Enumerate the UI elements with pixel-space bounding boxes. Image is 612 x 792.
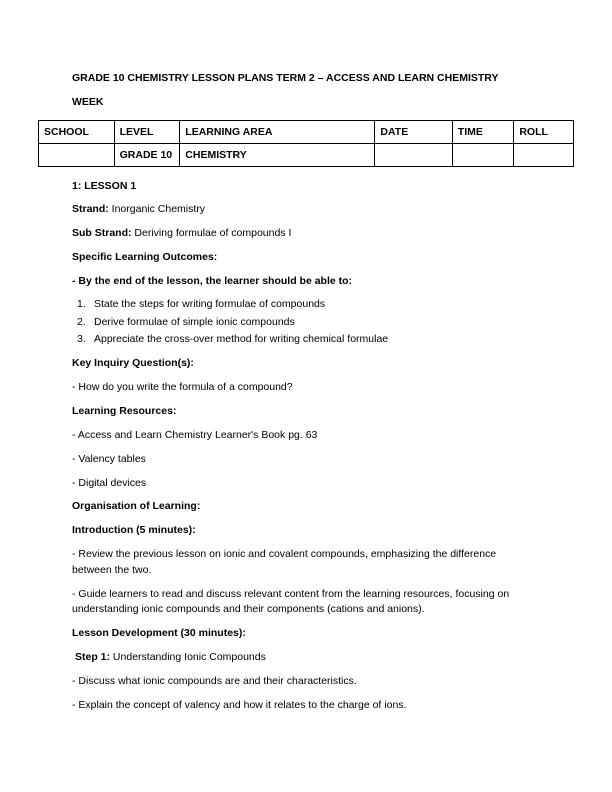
organisation-heading: Organisation of Learning: xyxy=(72,500,201,512)
slo-heading: Specific Learning Outcomes: xyxy=(72,251,218,263)
kiq-heading: Key Inquiry Question(s): xyxy=(72,357,194,369)
step-1-point: - Explain the concept of valency and how it relates to the charge of ions. xyxy=(72,699,407,711)
outcome-item: Appreciate the cross-over method for writing chemical formulae xyxy=(94,333,389,345)
sub-strand-value: Deriving formulae of compounds I xyxy=(131,227,292,239)
table-header-cell: TIME xyxy=(452,121,514,144)
header-table xyxy=(38,120,574,167)
resource-item: - Digital devices xyxy=(72,477,147,489)
intro-paragraph-2-line-1: - Guide learners to read and discuss relevant content from the learning resources, focusing on xyxy=(72,588,510,600)
strand-label: Strand: xyxy=(72,203,109,215)
outcome-item: State the steps for writing formulae of compounds xyxy=(94,298,326,310)
table-cell: CHEMISTRY xyxy=(180,144,375,167)
resources-heading: Learning Resources: xyxy=(72,405,177,417)
strand-value: Inorganic Chemistry xyxy=(108,203,206,215)
resource-item: - Access and Learn Chemistry Learner's Book pg. 63 xyxy=(72,429,318,441)
table-cell xyxy=(514,144,574,167)
step-1-line xyxy=(75,651,266,664)
strand-line xyxy=(72,203,205,216)
table-header-cell: LEARNING AREA xyxy=(180,121,375,144)
table-cell xyxy=(375,144,452,167)
table-row xyxy=(39,144,574,167)
lesson-heading: 1: LESSON 1 xyxy=(72,180,137,192)
table-cell xyxy=(452,144,514,167)
resource-item: - Valency tables xyxy=(72,453,146,465)
table-header-cell: SCHOOL xyxy=(39,121,115,144)
outcome-number: 3. xyxy=(77,333,86,345)
intro-paragraph-1-line-1: - Review the previous lesson on ionic and covalent compounds, emphasizing the difference xyxy=(72,548,497,560)
intro-paragraph-2-line-2: understanding ionic compounds and their components (cations and anions). xyxy=(72,603,425,615)
table-cell xyxy=(39,144,115,167)
outcome-item: Derive formulae of simple ionic compounds xyxy=(94,316,295,328)
sub-strand-label: Sub Strand: xyxy=(72,227,132,239)
sub-strand-line xyxy=(72,227,291,240)
table-header-cell: ROLL xyxy=(514,121,574,144)
table-header-row xyxy=(39,121,574,144)
table-header-cell: DATE xyxy=(375,121,452,144)
dev-heading: Lesson Development (30 minutes): xyxy=(72,627,246,639)
outcome-number: 2. xyxy=(77,316,86,328)
week-label: WEEK xyxy=(72,96,104,108)
table-header-cell: LEVEL xyxy=(114,121,180,144)
step-1-value: Understanding Ionic Compounds xyxy=(110,651,266,663)
kiq-text: - How do you write the formula of a compound? xyxy=(72,381,293,393)
document-title: GRADE 10 CHEMISTRY LESSON PLANS TERM 2 – ACCESS AND LEARN CHEMISTRY xyxy=(72,72,499,84)
step-1-point: - Discuss what ionic compounds are and their characteristics. xyxy=(72,675,357,687)
step-1-label: Step 1: xyxy=(75,651,111,663)
outcome-number: 1. xyxy=(77,298,86,310)
table-cell: GRADE 10 xyxy=(114,144,180,167)
slo-intro: - By the end of the lesson, the learner should be able to: xyxy=(72,275,353,287)
intro-paragraph-1-line-2: between the two. xyxy=(72,564,152,576)
intro-heading: Introduction (5 minutes): xyxy=(72,524,196,536)
